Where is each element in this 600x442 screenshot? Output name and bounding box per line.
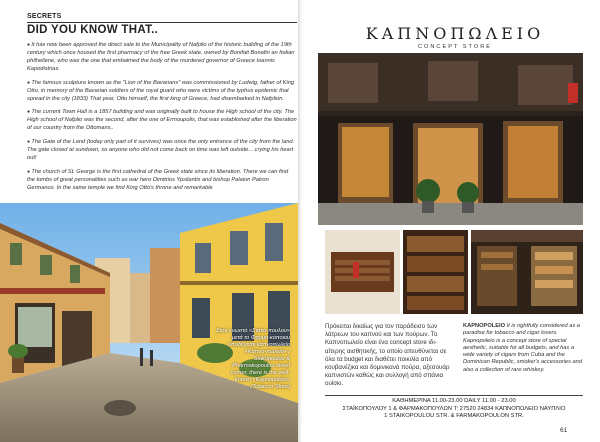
fact-item: ● The famous sculpture known as the "Lion of the Bavarians" was commissioned by Ludwig, father of King Otto, in memory of the Bavarian soldiers of the royal guard who were victims of the typhus epidemic that spread in the city (1833) That year, Otto himself, the first king of Greece, had disembarked in Nafplion. (27, 79, 297, 103)
storefront-photo (318, 53, 583, 225)
fact-item: ● The current Town Hall is a 1857 building and was originally built to house the High school of the city. The High school of Nafplio was the second, after the one of Ermoupolis, that was established after the liberation of our country from the Ottomans,. (27, 108, 297, 132)
address-english: 1 STAIKOPOULOU STR. & FARMAKOPOULON STR. (384, 413, 524, 420)
street-photo (0, 203, 298, 442)
store-logo-subtitle: CONCEPT STORE (418, 44, 492, 50)
humidor-shelves-photo (403, 230, 468, 314)
section-divider (27, 22, 297, 23)
brand-name: KAPNOPOLEIO (463, 323, 506, 329)
english-description-text: It is rightfully considered as a paradise for tobacco and cigar lovers. Kapnopoleio is a concept store of special aesthetic, suitable for all budgets, and has a wide variety of cigars from Cuba and the Dominican Republic, smoker's accessories and also a collection of rare whiskey. (463, 323, 582, 373)
page-spine (298, 0, 302, 442)
page-number: 61 (560, 427, 568, 434)
section-label: SECRETS (27, 13, 62, 20)
store-logo: ΚΑΠΝΟΠΩΛΕΙΟ (365, 24, 545, 43)
english-description (463, 323, 585, 374)
greek-description: Πρόκειται δικαίως για τον παράδεισο των λάτρεων του καπνού και των πούρων. Το Καπνοπωλείο είναι ένα concept store ιδι-αίτερης αισθητικής, το οποίο απευθύνεται σε όλα τα budget και διαθέτει ποικιλία από κουβανέζικα και δομινικανά πούρα, αξεσουάρ καπνιστών καθώς και συλλογή από σπάνια ουίσκι. (325, 323, 450, 388)
store-interior-photo (471, 230, 583, 314)
fact-item: ● The Gate of the Land (today only part of it survives) was once the only entrance of the city from the land. The gate closed at sundown, so anyone who did not come back on time was left outside... crying his heart out! (27, 138, 297, 162)
opening-hours: ΚΑΘΗΜΕΡΙΝΑ 11.00-23.00 DAILY 11.00 - 23.00 (392, 398, 516, 404)
footer-divider (325, 395, 583, 396)
store-info-footer (325, 398, 583, 421)
facts-list (27, 41, 297, 196)
photo-caption: Στον γνωστό «Στάκο-πουλου» μετά το Φαρμα-κοποιου υποδέχεται καπνοπωλείο «Καπνο-πωλείο» / Stakopoulou & Pharmakopoulou street corner, there is the well-known «Kapnopoleio» (Tobacco Store) (216, 328, 290, 390)
address-greek: ΣΤΑΪΚΟΠΟΥΛΟΥ 1 & ΦΑΡΜΑΚΟΠΟΥΛΩΝ Τ: 27520 24834 ΚΑΠΝΟΠΩΛΕΙΟ ΝΑΥΠΛΙΟ (342, 405, 566, 412)
cigar-box-photo (325, 230, 400, 314)
page-heading: DID YOU KNOW THAT.. (27, 24, 159, 36)
fact-item: ● The church of St. George is the first cathedral of the Greek state since its liberation. There we can find the tombs of great personalities such as war hero Dimitrios Ypsilantis and bishop Palaion Patron Germanos. In the same temple we find King Otto's throne and remarkable (27, 168, 297, 192)
fact-item: ● It has now been approved the direct sale to the Municipality of Nafplio of the historic building of the 19th century which once housed the first pharmacy of the free Greek state, owned by Bonifati Bonafin an Italian philhellene, who was the one that embalmed the body of the murdered governor of Greece Ioannis Kapodistrias. (27, 41, 297, 73)
